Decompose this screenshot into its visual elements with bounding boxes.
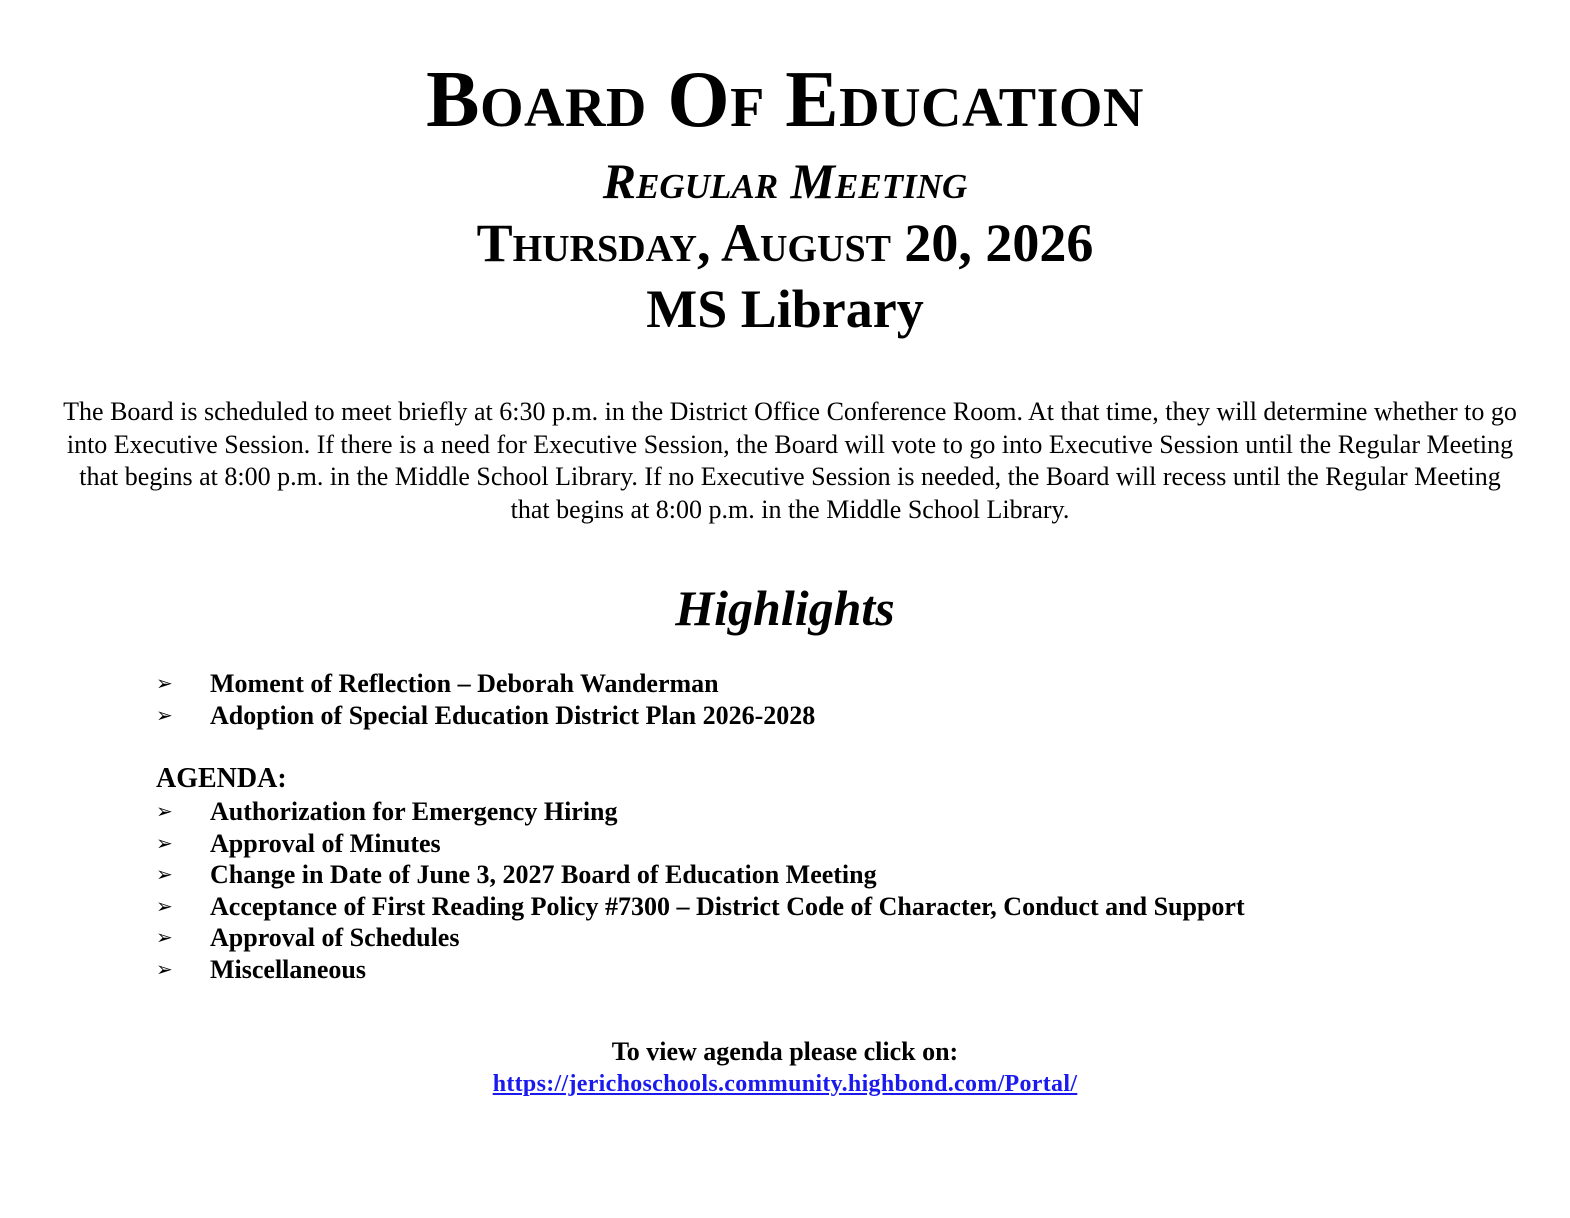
intro-paragraph: The Board is scheduled to meet briefly at 6:30 p.m. in the District Office Conference Room. At that time, they will determine whether to go into Executive Session. If there is a need for Executive Session, the Board will vote to go into Executive Session until the Regular Meeting that begins at 8:00 p.m. in the Middle School Library. If no Executive Session is needed, the Board will recess until the Regular Meeting that begins at 8:00 p.m. in the Middle School Library. xyxy=(63,397,1517,524)
list-item xyxy=(156,828,1245,860)
list-item xyxy=(156,668,815,700)
agenda-item-label: Miscellaneous xyxy=(210,954,366,984)
agenda-link-line xyxy=(0,1068,1570,1100)
list-item xyxy=(156,954,1245,986)
arrowhead-bullet-icon: ➢ xyxy=(156,830,173,855)
arrowhead-bullet-icon: ➢ xyxy=(156,799,173,823)
highlights-list xyxy=(156,668,815,731)
arrowhead-bullet-icon: ➢ xyxy=(156,925,173,949)
list-item xyxy=(156,796,1245,828)
agenda-list xyxy=(156,796,1245,985)
agenda-item-label: Change in Date of June 3, 2027 Board of Education Meeting xyxy=(210,860,877,889)
page-title: Board Of Education xyxy=(426,56,1144,144)
arrowhead-bullet-icon: ➢ xyxy=(156,956,173,981)
agenda-item-label: Authorization for Emergency Hiring xyxy=(210,797,618,826)
list-item xyxy=(156,891,1245,923)
arrowhead-bullet-icon: ➢ xyxy=(156,702,173,727)
arrowhead-bullet-icon: ➢ xyxy=(156,862,173,886)
agenda-portal-link[interactable]: https://jerichoschools.community.highbond.com/Portal/ xyxy=(492,1071,1078,1097)
list-item xyxy=(156,859,1245,891)
highlights-heading: Highlights xyxy=(675,580,895,636)
meeting-location: MS Library xyxy=(646,279,924,339)
arrowhead-bullet-icon: ➢ xyxy=(156,893,173,918)
agenda-item-label: Approval of Schedules xyxy=(210,923,460,952)
meeting-date: Thursday, August 20, 2026 xyxy=(476,213,1094,273)
list-item xyxy=(156,922,1245,954)
agenda-item-label: Approval of Minutes xyxy=(210,828,441,858)
view-agenda-text: To view agenda please click on: xyxy=(611,1037,959,1066)
agenda-heading: AGENDA: xyxy=(156,763,287,794)
highlight-item-label: Moment of Reflection – Deborah Wanderman xyxy=(210,669,719,698)
agenda-item-label: Acceptance of First Reading Policy #7300 – District Code of Character, Conduct and Support xyxy=(210,891,1245,921)
arrowhead-bullet-icon: ➢ xyxy=(156,671,173,695)
meeting-type: Regular Meeting xyxy=(602,153,968,209)
highlight-item-label: Adoption of Special Education District Plan 2026-2028 xyxy=(210,700,816,730)
list-item xyxy=(156,700,815,732)
